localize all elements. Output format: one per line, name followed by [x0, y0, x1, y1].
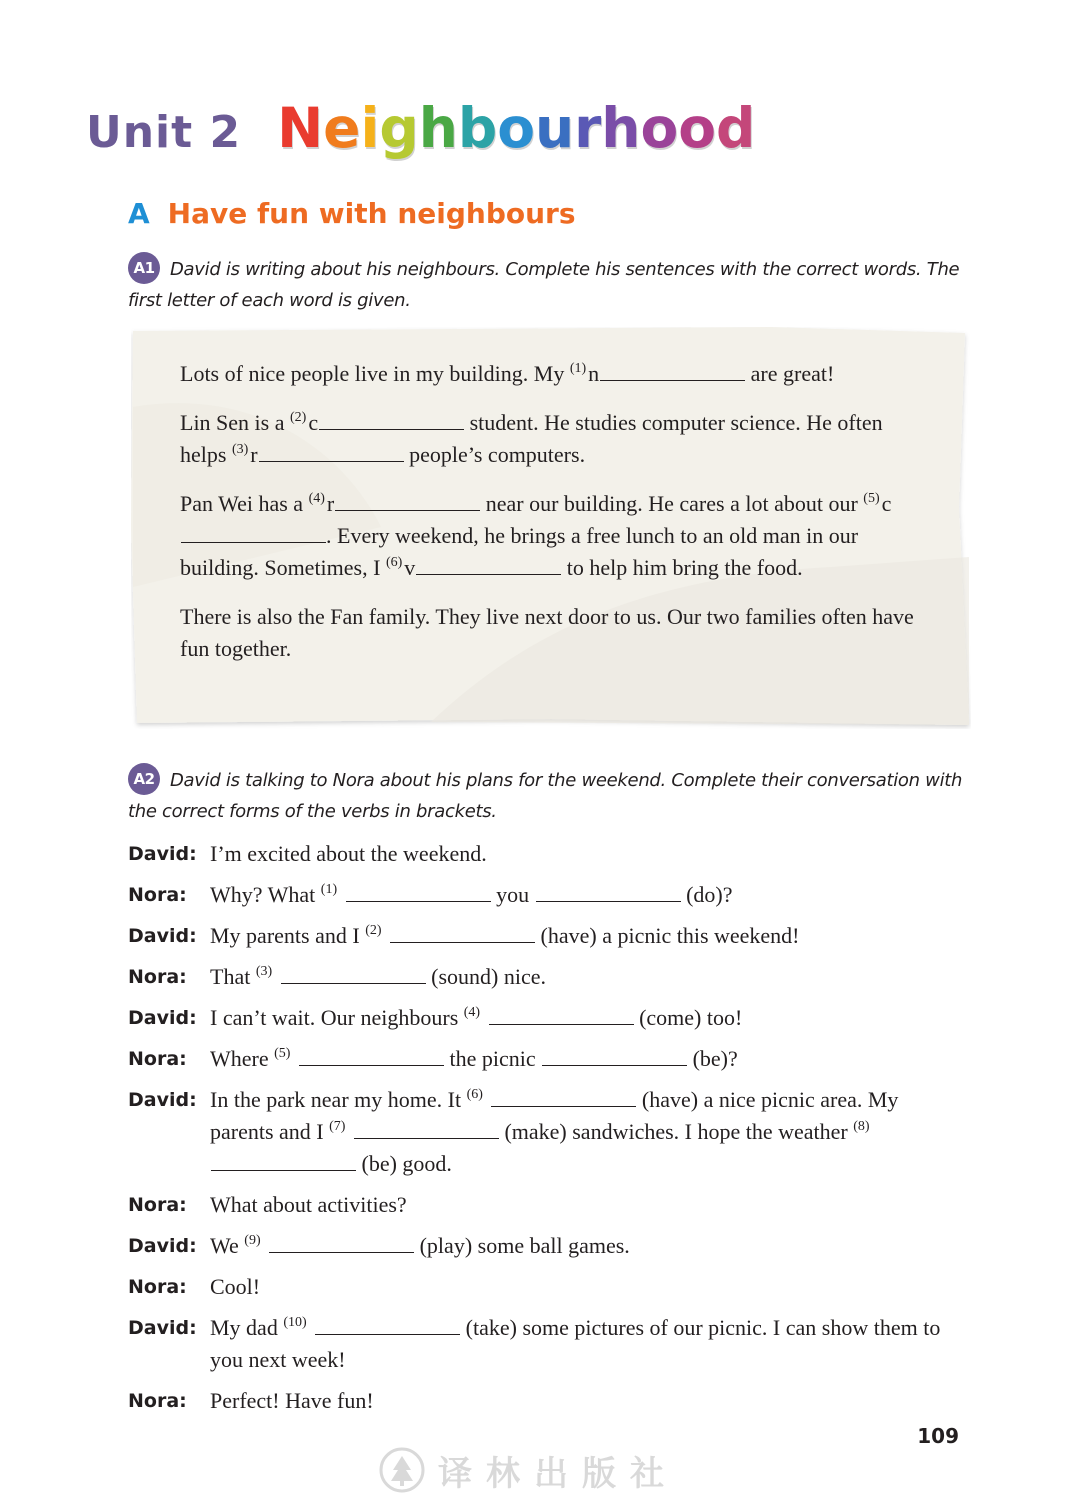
dialogue-line: [128, 1385, 958, 1417]
utterance: [210, 1312, 958, 1376]
text: Perfect! Have fun!: [210, 1388, 374, 1413]
answer-blank-4[interactable]: [489, 1002, 634, 1025]
answer-blank-1b[interactable]: [536, 879, 681, 902]
item-number: (4): [308, 491, 325, 506]
answer-blank-9[interactable]: [269, 1230, 414, 1253]
answer-blank-5[interactable]: [181, 520, 326, 543]
item-number: (1): [320, 882, 338, 897]
utterance: [210, 1271, 958, 1303]
unit-name-letter: o: [678, 96, 717, 160]
unit-name: [277, 96, 755, 160]
item-number: (8): [853, 1119, 870, 1134]
text: Lin Sen is a: [180, 410, 290, 435]
speaker: David:: [128, 843, 197, 865]
item-number: (10): [283, 1315, 307, 1330]
dialogue: [128, 838, 958, 1426]
unit-name-letter: o: [640, 96, 679, 160]
text: near our building. He cares a lot about our: [480, 491, 864, 516]
first-letter: v: [404, 555, 416, 580]
text: Pan Wei has a: [180, 491, 309, 516]
item-number: (4): [463, 1005, 481, 1020]
utterance: [210, 1189, 958, 1221]
speaker: Nora:: [128, 1276, 187, 1298]
speaker: David:: [128, 1235, 197, 1257]
first-letter: c: [308, 410, 319, 435]
item-number: (7): [329, 1119, 346, 1134]
dialogue-line: [128, 1189, 958, 1221]
text: people’s computers.: [403, 442, 586, 467]
unit-name-letter: i: [360, 96, 380, 160]
text: the picnic: [443, 1046, 542, 1071]
unit-title: [86, 96, 755, 176]
speaker: Nora:: [128, 1390, 187, 1412]
unit-name-letter: u: [535, 96, 575, 160]
item-number: (3): [231, 442, 249, 457]
text: My dad: [210, 1315, 284, 1340]
a1-instruction-text: David is writing about his neighbours. Complete his sentences with the correct words. The first letter of each word is given.: [128, 259, 960, 311]
speaker: David:: [128, 1317, 197, 1339]
text: (make) sandwiches. I hope the weather: [498, 1119, 854, 1144]
item-number: (6): [466, 1087, 483, 1102]
utterance: [210, 1230, 958, 1262]
dialogue-line: [128, 961, 958, 993]
text: That: [210, 964, 256, 989]
publisher-watermark: [378, 1444, 678, 1496]
text: (have) a nice picnic area. My parents and I: [210, 1087, 899, 1144]
unit-name-letter: N: [277, 96, 324, 160]
text: (do)?: [680, 882, 733, 907]
unit-name-letter: d: [716, 96, 756, 160]
unit-name-letter: o: [497, 96, 536, 160]
answer-blank-5a[interactable]: [299, 1043, 444, 1066]
utterance: [210, 961, 958, 993]
text: I’m excited about the weekend.: [210, 841, 487, 866]
unit-name-letter: h: [418, 96, 458, 160]
text: I can’t wait. Our neighbours: [210, 1005, 464, 1030]
text: We: [210, 1233, 245, 1258]
text: (take) some pictures of our picnic. I can show them to you next week!: [210, 1315, 941, 1372]
text: (be) good.: [356, 1151, 452, 1176]
utterance: [210, 879, 958, 911]
text: My parents and I: [210, 923, 366, 948]
text: Cool!: [210, 1274, 261, 1299]
speaker: Nora:: [128, 1194, 187, 1216]
dialogue-line: [128, 1271, 958, 1303]
item-number: (2): [290, 410, 307, 425]
item-number: (5): [863, 491, 880, 506]
answer-blank-1a[interactable]: [346, 879, 491, 902]
answer-blank-8[interactable]: [211, 1148, 356, 1171]
text: In the park near my home. It: [210, 1087, 467, 1112]
dialogue-line: [128, 920, 958, 952]
answer-blank-3[interactable]: [259, 439, 404, 462]
dialogue-line: [128, 1002, 958, 1034]
text: (have) a picnic this weekend!: [535, 923, 800, 948]
text: (be)?: [687, 1046, 738, 1071]
text: you: [490, 882, 535, 907]
item-number: (3): [255, 964, 273, 979]
section-letter: A: [128, 197, 150, 230]
item-number: (9): [244, 1233, 261, 1248]
a2-badge: A2: [128, 763, 160, 795]
note-paragraph: [180, 488, 920, 584]
answer-blank-4[interactable]: [335, 488, 480, 511]
speaker: Nora:: [128, 884, 187, 906]
first-letter: c: [881, 491, 892, 516]
a2-instruction-text: David is talking to Nora about his plans for the weekend. Complete their conversation with the correct forms of the verbs in brackets.: [128, 770, 963, 822]
unit-label: Unit 2: [86, 107, 242, 158]
text: . Every weekend, he brings a free lunch to an old man in our building. Sometimes, I: [180, 523, 859, 580]
speaker: David:: [128, 925, 197, 947]
item-number: (2): [365, 923, 382, 938]
utterance: [210, 1084, 958, 1180]
utterance: [210, 1385, 958, 1417]
first-letter: n: [588, 361, 600, 386]
note-text: [180, 358, 920, 682]
answer-blank-6[interactable]: [416, 552, 561, 575]
unit-name-letter: b: [457, 96, 498, 160]
section-heading: [128, 197, 576, 230]
speaker: David:: [128, 1089, 197, 1111]
answer-blank-2[interactable]: [390, 920, 535, 943]
item-number: (1): [569, 361, 587, 376]
text: (play) some ball games.: [414, 1233, 630, 1258]
first-letter: r: [250, 442, 258, 467]
item-number: (5): [274, 1046, 291, 1061]
dialogue-line: [128, 879, 958, 911]
a1-instruction: [128, 254, 978, 316]
answer-blank-5b[interactable]: [542, 1043, 687, 1066]
text: Why? What: [210, 882, 321, 907]
text: Where: [210, 1046, 275, 1071]
text: are great!: [745, 361, 835, 386]
unit-name-letter: h: [601, 96, 641, 160]
page-number: 109: [917, 1424, 959, 1448]
speaker: Nora:: [128, 966, 187, 988]
speaker: David:: [128, 1007, 197, 1029]
dialogue-line: [128, 1043, 958, 1075]
text: student. He studies computer science. He often helps: [180, 410, 883, 467]
unit-name-letter: e: [323, 96, 361, 160]
text: There is also the Fan family. They live next door to us. Our two families often have fun together.: [180, 604, 914, 661]
first-letter: r: [326, 491, 335, 516]
a1-badge: A1: [128, 252, 160, 284]
utterance: [210, 838, 958, 870]
section-title: Have fun with neighbours: [167, 197, 576, 230]
dialogue-line: [128, 838, 958, 870]
note-paragraph: [180, 407, 920, 471]
text: (sound) nice.: [425, 964, 547, 989]
note-paragraph: [180, 358, 920, 390]
answer-blank-7[interactable]: [354, 1116, 499, 1139]
text: Lots of nice people live in my building. My: [180, 361, 570, 386]
unit-name-letter: g: [379, 96, 419, 160]
item-number: (6): [385, 555, 403, 570]
dialogue-line: [128, 1230, 958, 1262]
utterance: [210, 920, 958, 952]
utterance: [210, 1002, 958, 1034]
note-paragraph: [180, 601, 920, 665]
answer-blank-1[interactable]: [600, 358, 745, 381]
dialogue-line: [128, 1084, 958, 1180]
answer-blank-6[interactable]: [491, 1084, 636, 1107]
a2-instruction: [128, 765, 978, 827]
text: What about activities?: [210, 1192, 407, 1217]
text: to help him bring the food.: [561, 555, 803, 580]
dialogue-line: [128, 1312, 958, 1376]
utterance: [210, 1043, 958, 1075]
answer-blank-2[interactable]: [319, 407, 464, 430]
publisher-logo-icon: [378, 1446, 426, 1494]
unit-name-letter: r: [574, 96, 602, 160]
answer-blank-3[interactable]: [281, 961, 426, 984]
note-paper: [131, 327, 969, 725]
answer-blank-10[interactable]: [315, 1312, 460, 1335]
watermark-text: 译林出版社: [438, 1455, 678, 1493]
text: (come) too!: [633, 1005, 743, 1030]
speaker: Nora:: [128, 1048, 187, 1070]
